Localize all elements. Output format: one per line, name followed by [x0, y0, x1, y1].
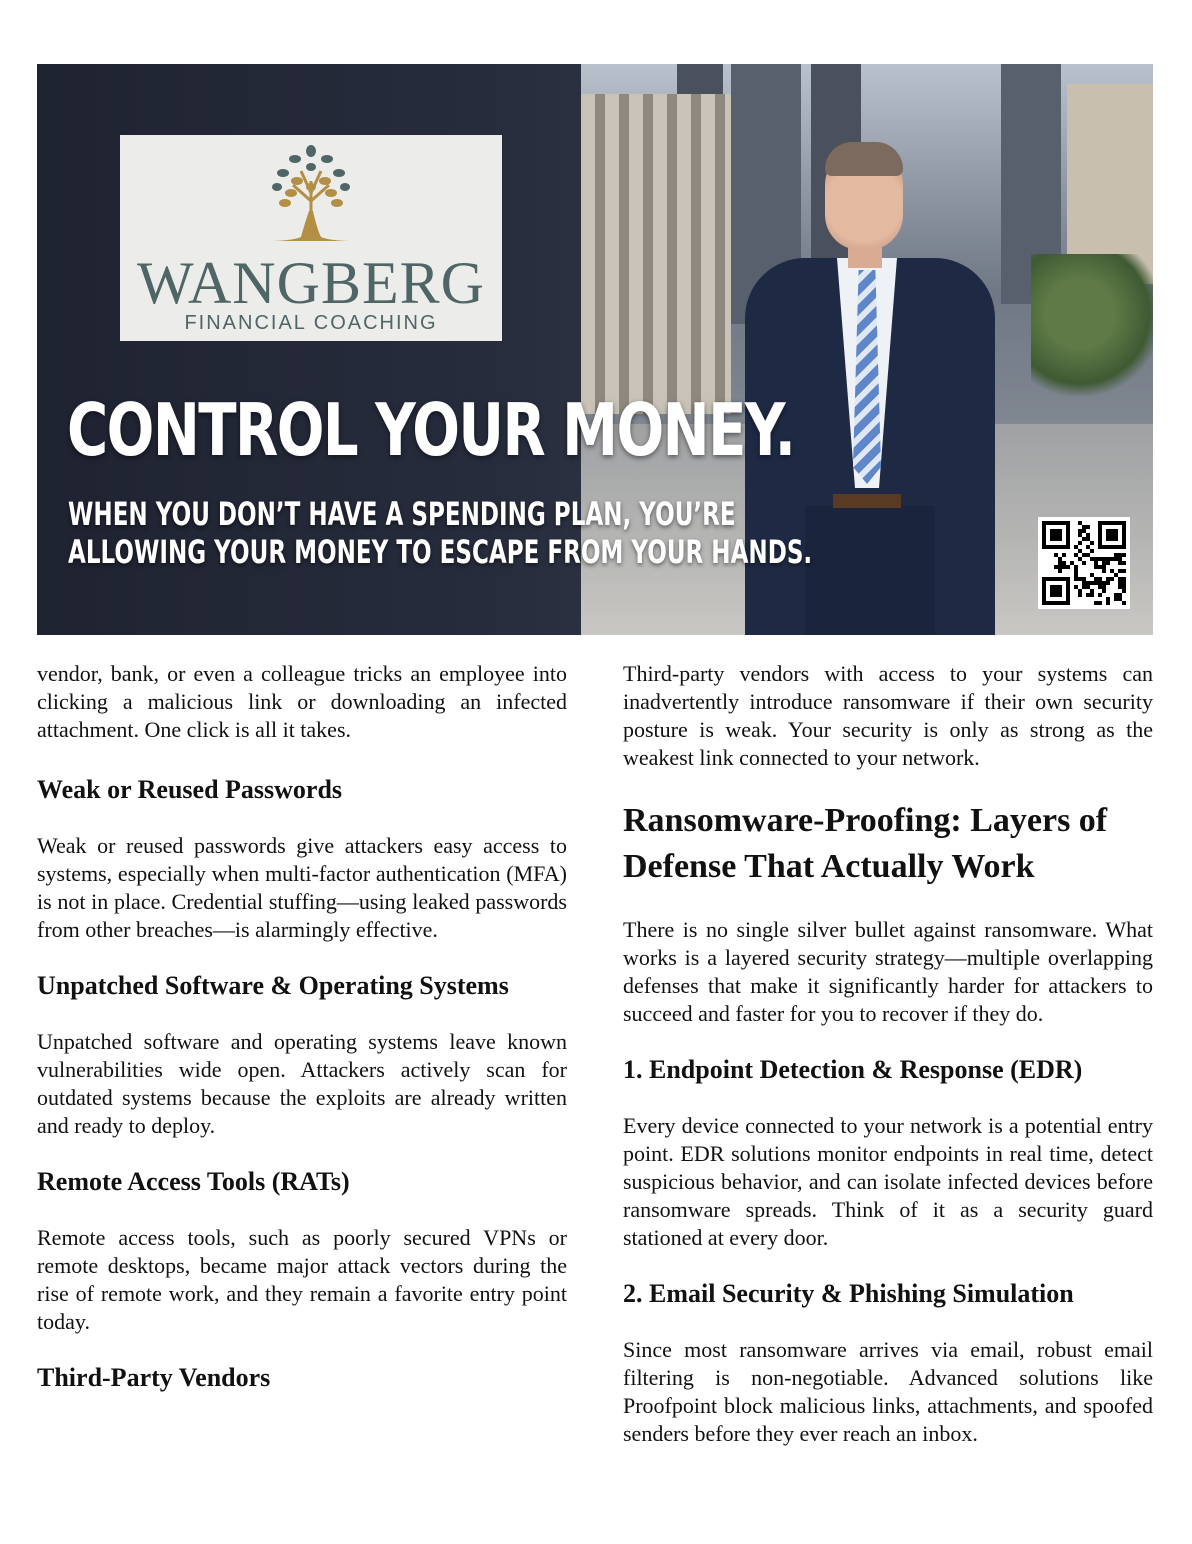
article-right-column — [623, 660, 1153, 1448]
article-left-column — [37, 660, 567, 1394]
ad-subheadline-line-1: WHEN YOU DON’T HAVE A SPENDING PLAN, YOU’RE — [68, 495, 736, 533]
paragraph-phishing-continued: vendor, bank, or even a colleague tricks an employee into clicking a malicious link or downloading an infected attachment. One click is all it takes. — [37, 661, 567, 742]
heading-email-security: 2. Email Security & Phishing Simulation — [623, 1279, 1074, 1308]
ad-subheadline-line-2: ALLOWING YOUR MONEY TO ESCAPE FROM YOUR HANDS. — [68, 533, 813, 571]
paragraph-weak-passwords: Weak or reused passwords give attackers easy access to systems, especially when multi-factor authentication (MFA) is not in place. Credential stuffing—using leaked passwords from other breaches—is alarmingly effective. — [37, 833, 567, 942]
logo-wordmark: WANGBERG — [137, 250, 485, 316]
heading-third-party-vendors: Third-Party Vendors — [37, 1363, 271, 1392]
paragraph-remote-access-tools: Remote access tools, such as poorly secured VPNs or remote desktops, became major attack vectors during the rise of remote work, and they remain a favorite entry point today. — [37, 1225, 567, 1334]
logo-tagline: FINANCIAL COACHING — [184, 312, 438, 334]
paragraph-third-party-vendors: Third-party vendors with access to your systems can inadvertently introduce ransomware if their own security posture is weak. Your security is only as strong as the weakest link connected to your network. — [623, 661, 1153, 770]
brand-logo — [120, 135, 502, 341]
tree-icon — [251, 141, 371, 261]
advertisement-banner[interactable] — [37, 64, 1153, 635]
qr-code[interactable] — [1038, 517, 1130, 609]
paragraph-email-security: Since most ransomware arrives via email, robust email filtering is non-negotiable. Advanced solutions like Proofpoint block malicious links, attachments, and spoofed senders before they ever reach an inbox. — [623, 1337, 1153, 1446]
heading-unpatched-software: Unpatched Software & Operating Systems — [37, 971, 509, 1000]
heading-weak-passwords: Weak or Reused Passwords — [37, 775, 343, 804]
ad-headline: CONTROL YOUR MONEY. — [67, 388, 795, 472]
heading-layers-of-defense: Ransomware-Proofing: Layers of Defense That Actually Work — [623, 802, 1108, 885]
ad-subheadline — [68, 495, 812, 571]
paragraph-layers-of-defense: There is no single silver bullet against ransomware. What works is a layered security strategy—multiple overlapping defenses that make it significantly harder for attackers to succeed and faster for you to recover if they do. — [623, 917, 1153, 1026]
heading-edr: 1. Endpoint Detection & Response (EDR) — [623, 1055, 1083, 1084]
qr-code-icon — [1042, 521, 1126, 605]
paragraph-unpatched-software: Unpatched software and operating systems leave known vulnerabilities wide open. Attackers actively scan for outdated systems because the exploits are already written and ready to deploy. — [37, 1029, 567, 1138]
paragraph-edr: Every device connected to your network is a potential entry point. EDR solutions monitor endpoints in real time, detect suspicious behavior, and can isolate infected devices before ransomware spreads. Think of it as a security guard stationed at every door. — [623, 1113, 1153, 1250]
heading-remote-access-tools: Remote Access Tools (RATs) — [37, 1167, 350, 1196]
